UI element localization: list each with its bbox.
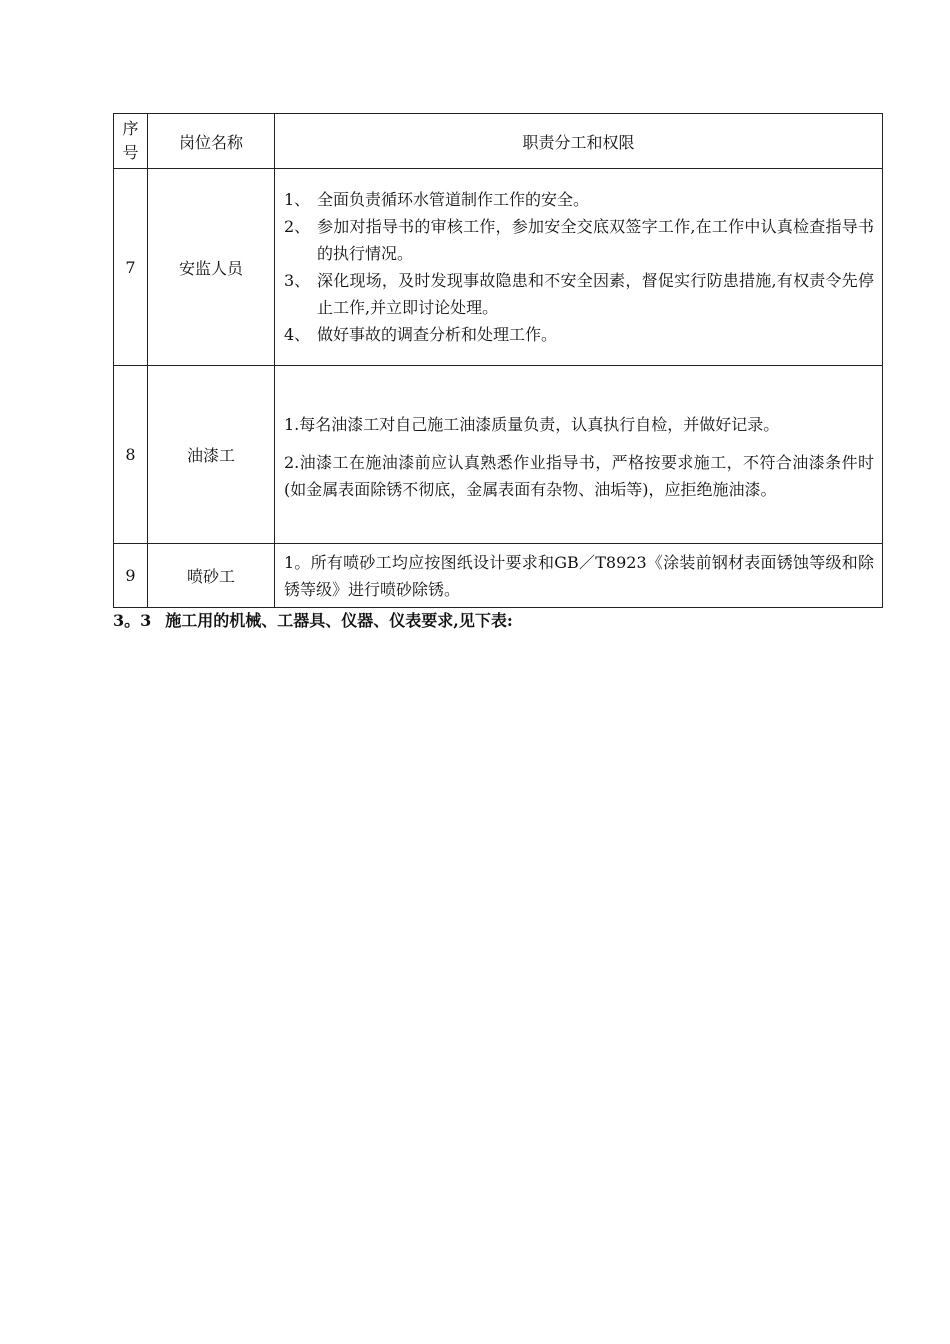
row-number: 7 bbox=[114, 169, 148, 366]
section-heading bbox=[113, 609, 513, 633]
row-number: 8 bbox=[114, 366, 148, 544]
duty-item-number: 1、 bbox=[284, 190, 311, 209]
header-serial-line2: 号 bbox=[122, 143, 139, 162]
duty-item-number: 4、 bbox=[284, 325, 311, 344]
row-post-name: 喷砂工 bbox=[148, 544, 275, 608]
duty-item-number: 3、 bbox=[284, 271, 311, 290]
duty-item-text: 全面负责循环水管道制作工作的安全。 bbox=[317, 190, 590, 209]
duty-item-text: 做好事故的调查分析和处理工作。 bbox=[317, 325, 558, 344]
header-post-name: 岗位名称 bbox=[148, 114, 275, 169]
table-row bbox=[114, 366, 883, 544]
row-post-name: 安监人员 bbox=[148, 169, 275, 366]
duty-list bbox=[284, 186, 874, 348]
duty-table bbox=[113, 113, 883, 608]
duty-list-item bbox=[284, 267, 874, 321]
table-header-row bbox=[114, 114, 883, 169]
table-row bbox=[114, 169, 883, 366]
duty-item-text: 深化现场，及时发现事故隐患和不安全因素，督促实行防患措施,有权责令先停止工作,并立即讨论处理。 bbox=[317, 271, 874, 317]
row-duty-cell bbox=[275, 366, 883, 544]
duty-item-text: 参加对指导书的审核工作，参加安全交底双签字工作,在工作中认真检查指导书的执行情况。 bbox=[317, 217, 874, 263]
duty-paragraph: 1.每名油漆工对自己施工油漆质量负责，认真执行自检，并做好记录。 bbox=[284, 414, 780, 434]
row-duty-cell bbox=[275, 544, 883, 608]
duty-paragraph: 2.油漆工在施油漆前应认真熟悉作业指导书，严格按要求施工，不符合油漆条件时(如金属表面除锈不彻底，金属表面有杂物、油垢等)，应拒绝施油漆。 bbox=[284, 452, 874, 499]
table-row bbox=[114, 544, 883, 608]
section-title: 施工用的机械、工器具、仪器、仪表要求,见下表: bbox=[165, 611, 513, 630]
header-duty: 职责分工和权限 bbox=[275, 114, 883, 169]
row-number: 9 bbox=[114, 544, 148, 608]
section-number: 3。3 bbox=[113, 611, 152, 630]
duty-list-item bbox=[284, 186, 874, 213]
duty-paragraph: 1。所有喷砂工均应按图纸设计要求和GB／T8923《涂装前钢材表面锈蚀等级和除锈等级》进行喷砂除锈。 bbox=[284, 552, 874, 599]
duty-list-item bbox=[284, 213, 874, 267]
duty-list-item bbox=[284, 321, 874, 348]
row-duty-cell bbox=[275, 169, 883, 366]
row-post-name: 油漆工 bbox=[148, 366, 275, 544]
header-serial-number bbox=[114, 114, 148, 169]
header-serial-line1: 序 bbox=[122, 119, 139, 138]
duty-item-number: 2、 bbox=[284, 217, 311, 236]
